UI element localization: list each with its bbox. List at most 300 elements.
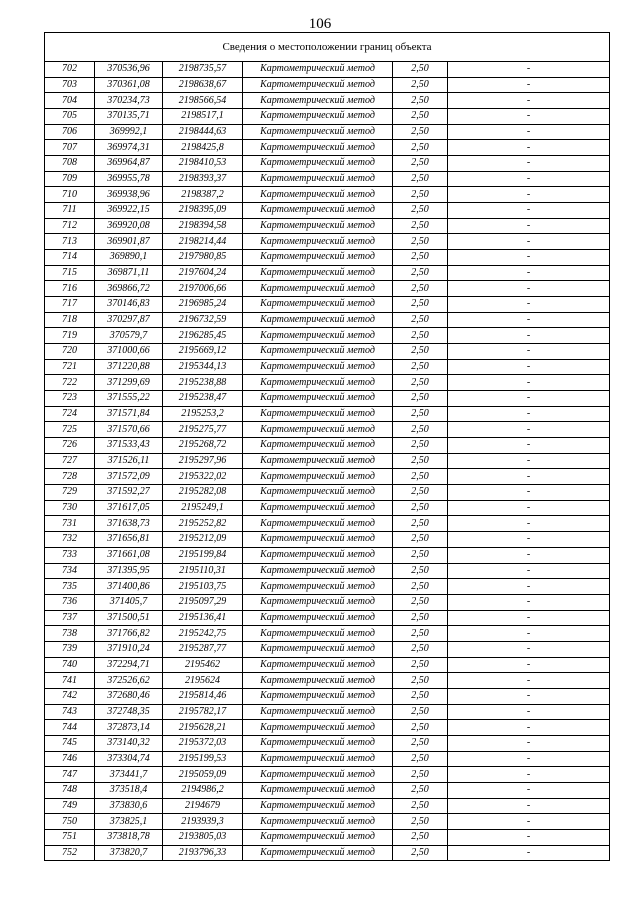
y-coordinate-cell: 2198410,53 bbox=[163, 156, 243, 172]
accuracy-cell: 2,50 bbox=[393, 281, 448, 297]
y-coordinate-cell: 2195275,77 bbox=[163, 422, 243, 438]
point-number-cell: 709 bbox=[45, 171, 95, 187]
y-coordinate-cell: 2195252,82 bbox=[163, 516, 243, 532]
y-coordinate-cell: 2195782,17 bbox=[163, 704, 243, 720]
method-cell: Картометрический метод bbox=[243, 203, 393, 219]
x-coordinate-cell: 371526,11 bbox=[95, 453, 163, 469]
method-cell: Картометрический метод bbox=[243, 171, 393, 187]
accuracy-cell: 2,50 bbox=[393, 406, 448, 422]
y-coordinate-cell: 2195287,77 bbox=[163, 641, 243, 657]
table-title: Сведения о местоположении границ объекта bbox=[45, 33, 610, 62]
x-coordinate-cell: 371617,05 bbox=[95, 500, 163, 516]
y-coordinate-cell: 2195297,96 bbox=[163, 453, 243, 469]
point-number-cell: 728 bbox=[45, 469, 95, 485]
table-row bbox=[45, 422, 610, 438]
y-coordinate-cell: 2195372,03 bbox=[163, 735, 243, 751]
table-row bbox=[45, 140, 610, 156]
method-cell: Картометрический метод bbox=[243, 829, 393, 845]
method-cell: Картометрический метод bbox=[243, 93, 393, 109]
note-cell: - bbox=[448, 156, 610, 172]
y-coordinate-cell: 2195322,02 bbox=[163, 469, 243, 485]
x-coordinate-cell: 371766,82 bbox=[95, 626, 163, 642]
y-coordinate-cell: 2195199,84 bbox=[163, 547, 243, 563]
x-coordinate-cell: 371400,86 bbox=[95, 579, 163, 595]
table-row bbox=[45, 610, 610, 626]
point-number-cell: 732 bbox=[45, 532, 95, 548]
y-coordinate-cell: 2193939,3 bbox=[163, 814, 243, 830]
table-row bbox=[45, 814, 610, 830]
table-row bbox=[45, 124, 610, 140]
x-coordinate-cell: 371571,84 bbox=[95, 406, 163, 422]
y-coordinate-cell: 2195242,75 bbox=[163, 626, 243, 642]
y-coordinate-cell: 2195669,12 bbox=[163, 344, 243, 360]
method-cell: Картометрический метод bbox=[243, 140, 393, 156]
accuracy-cell: 2,50 bbox=[393, 688, 448, 704]
table-title-row bbox=[45, 33, 610, 62]
table-row bbox=[45, 547, 610, 563]
x-coordinate-cell: 371910,24 bbox=[95, 641, 163, 657]
x-coordinate-cell: 371000,66 bbox=[95, 344, 163, 360]
y-coordinate-cell: 2198566,54 bbox=[163, 93, 243, 109]
note-cell: - bbox=[448, 453, 610, 469]
note-cell: - bbox=[448, 829, 610, 845]
accuracy-cell: 2,50 bbox=[393, 124, 448, 140]
point-number-cell: 723 bbox=[45, 391, 95, 407]
note-cell: - bbox=[448, 798, 610, 814]
x-coordinate-cell: 369920,08 bbox=[95, 218, 163, 234]
accuracy-cell: 2,50 bbox=[393, 109, 448, 125]
accuracy-cell: 2,50 bbox=[393, 485, 448, 501]
accuracy-cell: 2,50 bbox=[393, 391, 448, 407]
x-coordinate-cell: 370297,87 bbox=[95, 312, 163, 328]
table-row bbox=[45, 281, 610, 297]
note-cell: - bbox=[448, 250, 610, 266]
method-cell: Картометрический метод bbox=[243, 735, 393, 751]
accuracy-cell: 2,50 bbox=[393, 438, 448, 454]
accuracy-cell: 2,50 bbox=[393, 720, 448, 736]
method-cell: Картометрический метод bbox=[243, 469, 393, 485]
x-coordinate-cell: 373830,6 bbox=[95, 798, 163, 814]
table-row bbox=[45, 751, 610, 767]
y-coordinate-cell: 2195136,41 bbox=[163, 610, 243, 626]
note-cell: - bbox=[448, 720, 610, 736]
table-body bbox=[45, 33, 610, 861]
x-coordinate-cell: 371656,81 bbox=[95, 532, 163, 548]
x-coordinate-cell: 373304,74 bbox=[95, 751, 163, 767]
table-row bbox=[45, 594, 610, 610]
y-coordinate-cell: 2198395,09 bbox=[163, 203, 243, 219]
point-number-cell: 741 bbox=[45, 673, 95, 689]
point-number-cell: 720 bbox=[45, 344, 95, 360]
x-coordinate-cell: 369901,87 bbox=[95, 234, 163, 250]
method-cell: Картометрический метод bbox=[243, 594, 393, 610]
accuracy-cell: 2,50 bbox=[393, 77, 448, 93]
table-row bbox=[45, 109, 610, 125]
y-coordinate-cell: 2195097,29 bbox=[163, 594, 243, 610]
accuracy-cell: 2,50 bbox=[393, 453, 448, 469]
method-cell: Картометрический метод bbox=[243, 359, 393, 375]
point-number-cell: 752 bbox=[45, 845, 95, 861]
note-cell: - bbox=[448, 688, 610, 704]
point-number-cell: 744 bbox=[45, 720, 95, 736]
method-cell: Картометрический метод bbox=[243, 626, 393, 642]
y-coordinate-cell: 2198394,58 bbox=[163, 218, 243, 234]
x-coordinate-cell: 370234,73 bbox=[95, 93, 163, 109]
method-cell: Картометрический метод bbox=[243, 422, 393, 438]
y-coordinate-cell: 2195462 bbox=[163, 657, 243, 673]
point-number-cell: 742 bbox=[45, 688, 95, 704]
table-row bbox=[45, 187, 610, 203]
point-number-cell: 722 bbox=[45, 375, 95, 391]
x-coordinate-cell: 371592,27 bbox=[95, 485, 163, 501]
note-cell: - bbox=[448, 359, 610, 375]
point-number-cell: 729 bbox=[45, 485, 95, 501]
x-coordinate-cell: 371555,22 bbox=[95, 391, 163, 407]
table-row bbox=[45, 312, 610, 328]
method-cell: Картометрический метод bbox=[243, 767, 393, 783]
x-coordinate-cell: 372873,14 bbox=[95, 720, 163, 736]
accuracy-cell: 2,50 bbox=[393, 140, 448, 156]
x-coordinate-cell: 369974,31 bbox=[95, 140, 163, 156]
note-cell: - bbox=[448, 673, 610, 689]
note-cell: - bbox=[448, 845, 610, 861]
method-cell: Картометрический метод bbox=[243, 62, 393, 78]
table-row bbox=[45, 767, 610, 783]
note-cell: - bbox=[448, 406, 610, 422]
y-coordinate-cell: 2194986,2 bbox=[163, 782, 243, 798]
point-number-cell: 733 bbox=[45, 547, 95, 563]
table-row bbox=[45, 782, 610, 798]
point-number-cell: 745 bbox=[45, 735, 95, 751]
accuracy-cell: 2,50 bbox=[393, 563, 448, 579]
method-cell: Картометрический метод bbox=[243, 453, 393, 469]
note-cell: - bbox=[448, 579, 610, 595]
y-coordinate-cell: 2195103,75 bbox=[163, 579, 243, 595]
note-cell: - bbox=[448, 124, 610, 140]
x-coordinate-cell: 370536,96 bbox=[95, 62, 163, 78]
table-row bbox=[45, 406, 610, 422]
point-number-cell: 713 bbox=[45, 234, 95, 250]
page-number: 106 bbox=[308, 16, 332, 32]
note-cell: - bbox=[448, 516, 610, 532]
point-number-cell: 721 bbox=[45, 359, 95, 375]
accuracy-cell: 2,50 bbox=[393, 814, 448, 830]
accuracy-cell: 2,50 bbox=[393, 610, 448, 626]
accuracy-cell: 2,50 bbox=[393, 62, 448, 78]
point-number-cell: 716 bbox=[45, 281, 95, 297]
table-row bbox=[45, 234, 610, 250]
y-coordinate-cell: 2198387,2 bbox=[163, 187, 243, 203]
method-cell: Картометрический метод bbox=[243, 375, 393, 391]
accuracy-cell: 2,50 bbox=[393, 156, 448, 172]
y-coordinate-cell: 2195282,08 bbox=[163, 485, 243, 501]
x-coordinate-cell: 369964,87 bbox=[95, 156, 163, 172]
x-coordinate-cell: 371570,66 bbox=[95, 422, 163, 438]
method-cell: Картометрический метод bbox=[243, 500, 393, 516]
accuracy-cell: 2,50 bbox=[393, 782, 448, 798]
point-number-cell: 730 bbox=[45, 500, 95, 516]
method-cell: Картометрический метод bbox=[243, 688, 393, 704]
accuracy-cell: 2,50 bbox=[393, 250, 448, 266]
x-coordinate-cell: 373825,1 bbox=[95, 814, 163, 830]
boundary-table bbox=[44, 32, 610, 861]
method-cell: Картометрический метод bbox=[243, 265, 393, 281]
accuracy-cell: 2,50 bbox=[393, 375, 448, 391]
method-cell: Картометрический метод bbox=[243, 782, 393, 798]
method-cell: Картометрический метод bbox=[243, 673, 393, 689]
note-cell: - bbox=[448, 93, 610, 109]
y-coordinate-cell: 2198638,67 bbox=[163, 77, 243, 93]
accuracy-cell: 2,50 bbox=[393, 845, 448, 861]
accuracy-cell: 2,50 bbox=[393, 265, 448, 281]
y-coordinate-cell: 2198517,1 bbox=[163, 109, 243, 125]
table-row bbox=[45, 532, 610, 548]
table-row bbox=[45, 720, 610, 736]
point-number-cell: 743 bbox=[45, 704, 95, 720]
table-row bbox=[45, 344, 610, 360]
point-number-cell: 702 bbox=[45, 62, 95, 78]
note-cell: - bbox=[448, 610, 610, 626]
y-coordinate-cell: 2195628,21 bbox=[163, 720, 243, 736]
accuracy-cell: 2,50 bbox=[393, 735, 448, 751]
table-row bbox=[45, 704, 610, 720]
accuracy-cell: 2,50 bbox=[393, 657, 448, 673]
accuracy-cell: 2,50 bbox=[393, 171, 448, 187]
x-coordinate-cell: 370135,71 bbox=[95, 109, 163, 125]
y-coordinate-cell: 2193805,03 bbox=[163, 829, 243, 845]
method-cell: Картометрический метод bbox=[243, 516, 393, 532]
note-cell: - bbox=[448, 187, 610, 203]
note-cell: - bbox=[448, 171, 610, 187]
note-cell: - bbox=[448, 438, 610, 454]
accuracy-cell: 2,50 bbox=[393, 328, 448, 344]
note-cell: - bbox=[448, 485, 610, 501]
method-cell: Картометрический метод bbox=[243, 312, 393, 328]
table-row bbox=[45, 641, 610, 657]
x-coordinate-cell: 370146,83 bbox=[95, 297, 163, 313]
note-cell: - bbox=[448, 547, 610, 563]
x-coordinate-cell: 370361,08 bbox=[95, 77, 163, 93]
note-cell: - bbox=[448, 344, 610, 360]
table-row bbox=[45, 500, 610, 516]
table-row bbox=[45, 328, 610, 344]
accuracy-cell: 2,50 bbox=[393, 767, 448, 783]
method-cell: Картометрический метод bbox=[243, 250, 393, 266]
accuracy-cell: 2,50 bbox=[393, 359, 448, 375]
note-cell: - bbox=[448, 218, 610, 234]
x-coordinate-cell: 371661,08 bbox=[95, 547, 163, 563]
table-row bbox=[45, 156, 610, 172]
table-row bbox=[45, 77, 610, 93]
method-cell: Картометрический метод bbox=[243, 641, 393, 657]
method-cell: Картометрический метод bbox=[243, 720, 393, 736]
x-coordinate-cell: 372748,35 bbox=[95, 704, 163, 720]
accuracy-cell: 2,50 bbox=[393, 93, 448, 109]
y-coordinate-cell: 2198214,44 bbox=[163, 234, 243, 250]
x-coordinate-cell: 369922,15 bbox=[95, 203, 163, 219]
table-row bbox=[45, 626, 610, 642]
note-cell: - bbox=[448, 751, 610, 767]
point-number-cell: 727 bbox=[45, 453, 95, 469]
accuracy-cell: 2,50 bbox=[393, 626, 448, 642]
table-row bbox=[45, 829, 610, 845]
point-number-cell: 751 bbox=[45, 829, 95, 845]
accuracy-cell: 2,50 bbox=[393, 469, 448, 485]
accuracy-cell: 2,50 bbox=[393, 218, 448, 234]
method-cell: Картометрический метод bbox=[243, 156, 393, 172]
method-cell: Картометрический метод bbox=[243, 751, 393, 767]
note-cell: - bbox=[448, 375, 610, 391]
note-cell: - bbox=[448, 297, 610, 313]
method-cell: Картометрический метод bbox=[243, 485, 393, 501]
accuracy-cell: 2,50 bbox=[393, 547, 448, 563]
x-coordinate-cell: 369955,78 bbox=[95, 171, 163, 187]
accuracy-cell: 2,50 bbox=[393, 579, 448, 595]
table-row bbox=[45, 171, 610, 187]
point-number-cell: 750 bbox=[45, 814, 95, 830]
point-number-cell: 734 bbox=[45, 563, 95, 579]
table-row bbox=[45, 62, 610, 78]
method-cell: Картометрический метод bbox=[243, 344, 393, 360]
y-coordinate-cell: 2195624 bbox=[163, 673, 243, 689]
note-cell: - bbox=[448, 265, 610, 281]
note-cell: - bbox=[448, 77, 610, 93]
point-number-cell: 715 bbox=[45, 265, 95, 281]
method-cell: Картометрический метод bbox=[243, 798, 393, 814]
y-coordinate-cell: 2198444,63 bbox=[163, 124, 243, 140]
point-number-cell: 711 bbox=[45, 203, 95, 219]
y-coordinate-cell: 2193796,33 bbox=[163, 845, 243, 861]
accuracy-cell: 2,50 bbox=[393, 829, 448, 845]
accuracy-cell: 2,50 bbox=[393, 516, 448, 532]
point-number-cell: 712 bbox=[45, 218, 95, 234]
y-coordinate-cell: 2196985,24 bbox=[163, 297, 243, 313]
note-cell: - bbox=[448, 500, 610, 516]
method-cell: Картометрический метод bbox=[243, 438, 393, 454]
table-row bbox=[45, 218, 610, 234]
table-row bbox=[45, 297, 610, 313]
point-number-cell: 746 bbox=[45, 751, 95, 767]
accuracy-cell: 2,50 bbox=[393, 704, 448, 720]
table-row bbox=[45, 375, 610, 391]
y-coordinate-cell: 2197604,24 bbox=[163, 265, 243, 281]
method-cell: Картометрический метод bbox=[243, 109, 393, 125]
y-coordinate-cell: 2195344,13 bbox=[163, 359, 243, 375]
method-cell: Картометрический метод bbox=[243, 814, 393, 830]
x-coordinate-cell: 369938,96 bbox=[95, 187, 163, 203]
note-cell: - bbox=[448, 594, 610, 610]
y-coordinate-cell: 2195059,09 bbox=[163, 767, 243, 783]
accuracy-cell: 2,50 bbox=[393, 234, 448, 250]
x-coordinate-cell: 369871,11 bbox=[95, 265, 163, 281]
table-row bbox=[45, 203, 610, 219]
x-coordinate-cell: 369890,1 bbox=[95, 250, 163, 266]
table-row bbox=[45, 673, 610, 689]
x-coordinate-cell: 371533,43 bbox=[95, 438, 163, 454]
accuracy-cell: 2,50 bbox=[393, 798, 448, 814]
y-coordinate-cell: 2198735,57 bbox=[163, 62, 243, 78]
table-row bbox=[45, 265, 610, 281]
method-cell: Картометрический метод bbox=[243, 391, 393, 407]
method-cell: Картометрический метод bbox=[243, 77, 393, 93]
accuracy-cell: 2,50 bbox=[393, 312, 448, 328]
accuracy-cell: 2,50 bbox=[393, 422, 448, 438]
y-coordinate-cell: 2195110,31 bbox=[163, 563, 243, 579]
note-cell: - bbox=[448, 814, 610, 830]
point-number-cell: 736 bbox=[45, 594, 95, 610]
y-coordinate-cell: 2196285,45 bbox=[163, 328, 243, 344]
note-cell: - bbox=[448, 281, 610, 297]
point-number-cell: 706 bbox=[45, 124, 95, 140]
note-cell: - bbox=[448, 391, 610, 407]
point-number-cell: 748 bbox=[45, 782, 95, 798]
method-cell: Картометрический метод bbox=[243, 547, 393, 563]
point-number-cell: 719 bbox=[45, 328, 95, 344]
method-cell: Картометрический метод bbox=[243, 124, 393, 140]
method-cell: Картометрический метод bbox=[243, 281, 393, 297]
y-coordinate-cell: 2195814,46 bbox=[163, 688, 243, 704]
note-cell: - bbox=[448, 140, 610, 156]
method-cell: Картометрический метод bbox=[243, 845, 393, 861]
y-coordinate-cell: 2195199,53 bbox=[163, 751, 243, 767]
accuracy-cell: 2,50 bbox=[393, 673, 448, 689]
method-cell: Картометрический метод bbox=[243, 406, 393, 422]
x-coordinate-cell: 369866,72 bbox=[95, 281, 163, 297]
table-row bbox=[45, 359, 610, 375]
note-cell: - bbox=[448, 328, 610, 344]
note-cell: - bbox=[448, 626, 610, 642]
x-coordinate-cell: 371220,88 bbox=[95, 359, 163, 375]
y-coordinate-cell: 2195212,09 bbox=[163, 532, 243, 548]
accuracy-cell: 2,50 bbox=[393, 344, 448, 360]
accuracy-cell: 2,50 bbox=[393, 187, 448, 203]
table-row bbox=[45, 516, 610, 532]
accuracy-cell: 2,50 bbox=[393, 532, 448, 548]
point-number-cell: 714 bbox=[45, 250, 95, 266]
y-coordinate-cell: 2198393,37 bbox=[163, 171, 243, 187]
note-cell: - bbox=[448, 422, 610, 438]
table-row bbox=[45, 485, 610, 501]
y-coordinate-cell: 2195268,72 bbox=[163, 438, 243, 454]
accuracy-cell: 2,50 bbox=[393, 500, 448, 516]
note-cell: - bbox=[448, 109, 610, 125]
point-number-cell: 724 bbox=[45, 406, 95, 422]
note-cell: - bbox=[448, 469, 610, 485]
accuracy-cell: 2,50 bbox=[393, 751, 448, 767]
point-number-cell: 738 bbox=[45, 626, 95, 642]
x-coordinate-cell: 371395,95 bbox=[95, 563, 163, 579]
x-coordinate-cell: 371500,51 bbox=[95, 610, 163, 626]
x-coordinate-cell: 373441,7 bbox=[95, 767, 163, 783]
point-number-cell: 726 bbox=[45, 438, 95, 454]
note-cell: - bbox=[448, 62, 610, 78]
point-number-cell: 739 bbox=[45, 641, 95, 657]
y-coordinate-cell: 2194679 bbox=[163, 798, 243, 814]
table-row bbox=[45, 845, 610, 861]
method-cell: Картометрический метод bbox=[243, 704, 393, 720]
x-coordinate-cell: 372294,71 bbox=[95, 657, 163, 673]
point-number-cell: 704 bbox=[45, 93, 95, 109]
method-cell: Картометрический метод bbox=[243, 563, 393, 579]
note-cell: - bbox=[448, 312, 610, 328]
x-coordinate-cell: 371299,69 bbox=[95, 375, 163, 391]
point-number-cell: 735 bbox=[45, 579, 95, 595]
y-coordinate-cell: 2196732,59 bbox=[163, 312, 243, 328]
x-coordinate-cell: 371572,09 bbox=[95, 469, 163, 485]
y-coordinate-cell: 2195253,2 bbox=[163, 406, 243, 422]
note-cell: - bbox=[448, 234, 610, 250]
y-coordinate-cell: 2195238,47 bbox=[163, 391, 243, 407]
